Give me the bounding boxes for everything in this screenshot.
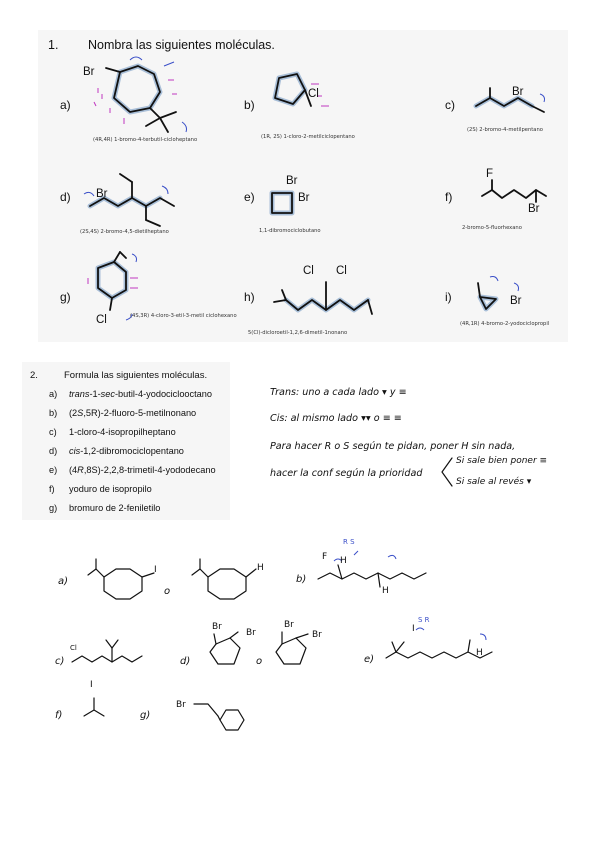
answer-e-structure <box>380 628 520 678</box>
answer-f-atom-i: I <box>90 680 93 690</box>
q1-label-b: b) <box>244 98 255 112</box>
answer-label-or-1: o <box>164 586 171 597</box>
note-branch-reverse: Si sale al revés ▾ <box>456 477 532 487</box>
molecule-b-structure <box>265 70 345 130</box>
molecule-i-caption: (4R,1R) 4-bromo-2-yodociclopropil <box>460 321 550 327</box>
answer-b-structure <box>314 555 464 605</box>
molecule-i-atom-br: Br <box>510 295 522 307</box>
q1-label-a: a) <box>60 98 71 112</box>
molecule-a-atom-br: Br <box>83 66 95 78</box>
answer-a-atom-i: I <box>154 565 157 575</box>
molecule-g-atom-cl: Cl <box>96 314 107 326</box>
molecule-a-structure <box>90 60 200 140</box>
q1-label-g: g) <box>60 290 71 304</box>
exercise2-item-d: d) cis-1,2-dibromociclopentano <box>49 446 184 456</box>
answer-d-atom-br2: Br <box>246 628 256 638</box>
molecule-g-caption: (4S,3R) 4-cloro-3-etil-3-metil ciclohexano <box>130 313 237 319</box>
exercise1-title: Nombra las siguientes moléculas. <box>88 38 275 52</box>
answer-e-atom-h: H <box>476 648 483 658</box>
answer-f-structure <box>80 694 120 724</box>
answer-label-c: c) <box>55 656 65 667</box>
answer-e-rs-mark: S R <box>418 616 430 624</box>
answer-a-structure-1 <box>82 555 192 625</box>
answer-b-rs-mark: R S <box>343 538 355 546</box>
molecule-d-atom-br: Br <box>96 188 108 200</box>
answer-label-a: a) <box>58 576 69 587</box>
molecule-f-caption: 2-bromo-5-fluorhexano <box>462 225 522 231</box>
answer-label-e: e) <box>364 654 375 665</box>
molecule-h-caption: 5(Cl)-dicloroetil-1,2,6-dimetil-1nonano <box>248 330 348 336</box>
note-priority: hacer la conf según la prioridad <box>270 468 423 479</box>
q1-label-e: e) <box>244 190 255 204</box>
molecule-g-structure <box>80 256 160 336</box>
answer-d-atom-br1: Br <box>212 622 222 632</box>
molecule-e-atom-br1: Br <box>286 175 298 187</box>
exercise1-number: 1. <box>48 38 59 52</box>
answer-b-atom-f: F <box>322 552 328 562</box>
note-brace <box>438 456 454 490</box>
molecule-c-atom-br: Br <box>512 86 524 98</box>
molecule-d-structure <box>80 170 190 230</box>
exercise2-item-b: b) (2S,5R)-2-fluoro-5-metilnonano <box>49 408 197 418</box>
answer-a-structure-2 <box>178 555 288 625</box>
exercise2-item-g: g) bromuro de 2-feniletilo <box>49 503 161 513</box>
answer-b-atom-h2: H <box>382 586 389 596</box>
q1-label-f: f) <box>445 190 453 204</box>
exercise2-heading <box>30 370 207 381</box>
answer-label-or-2: o <box>256 656 263 667</box>
note-cis: Cis: al mismo lado ▾▾ o ≡ ≡ <box>270 413 402 424</box>
exercise2-item-a: a) trans-1-sec-butil-4-yodociclooctano <box>49 389 213 399</box>
note-rs-rule: Para hacer R o S según te pidan, poner H sin nada, <box>270 441 516 452</box>
molecule-d-caption: (2S,4S) 2-bromo-4,5-dietilheptano <box>80 229 169 235</box>
answer-c-atom-cl: Cl <box>70 644 77 652</box>
answer-c-structure <box>68 636 178 676</box>
answer-label-f: f) <box>55 710 63 721</box>
exercise2-list <box>49 389 216 522</box>
exercise2-number: 2. <box>30 370 38 381</box>
answer-d-atom-br3: Br <box>284 620 294 630</box>
exercise2-item-c: c) 1-cloro-4-isopropilheptano <box>49 427 176 437</box>
molecule-i-structure <box>470 275 540 325</box>
answer-e-atom-i: I <box>412 624 415 634</box>
molecule-a-caption: (4R,4R) 1-bromo-4-terbutil-cicloheptano <box>93 137 198 143</box>
answer-g-structure <box>190 696 270 746</box>
q1-label-d: d) <box>60 190 71 204</box>
molecule-b-atom-cl: Cl <box>308 88 319 100</box>
molecule-b-caption: (1R, 2S) 1-cloro-2-metilciclopentano <box>261 134 355 140</box>
molecule-c-caption: (2S) 2-bromo-4-metilpentano <box>467 127 543 133</box>
answer-g-atom-br: Br <box>176 700 186 710</box>
molecule-e-caption: 1,1-dibromociclobutano <box>259 228 321 234</box>
molecule-h-structure <box>268 290 388 330</box>
answer-label-d: d) <box>180 656 191 667</box>
answer-label-g: g) <box>140 710 151 721</box>
molecule-f-atom-br: Br <box>528 203 540 215</box>
molecule-h-atom-cl2: Cl <box>336 265 347 277</box>
q1-label-h: h) <box>244 290 255 304</box>
exercise1-heading <box>48 38 275 52</box>
molecule-f-atom-f: F <box>486 168 494 180</box>
note-trans: Trans: uno a cada lado ▾ y ≡ <box>270 387 407 398</box>
molecule-f-structure <box>478 178 558 218</box>
answer-b-atom-h1: H <box>340 556 347 566</box>
answer-d-atom-br4: Br <box>312 630 322 640</box>
exercise2-item-f: f) yoduro de isopropilo <box>49 484 152 494</box>
molecule-e-atom-br2: Br <box>298 192 310 204</box>
exercise2-title: Formula las siguientes moléculas. <box>64 370 208 381</box>
answer-label-b: b) <box>296 574 307 585</box>
note-branch-ok: Si sale bien poner ≡ <box>456 456 548 466</box>
q1-label-c: c) <box>445 98 455 112</box>
molecule-h-atom-cl1: Cl <box>303 265 314 277</box>
answer-a-atom-h: H <box>257 563 264 573</box>
q1-label-i: i) <box>445 290 452 304</box>
exercise2-item-e: e) (4R,8S)-2,2,8-trimetil-4-yododecano <box>49 465 216 475</box>
